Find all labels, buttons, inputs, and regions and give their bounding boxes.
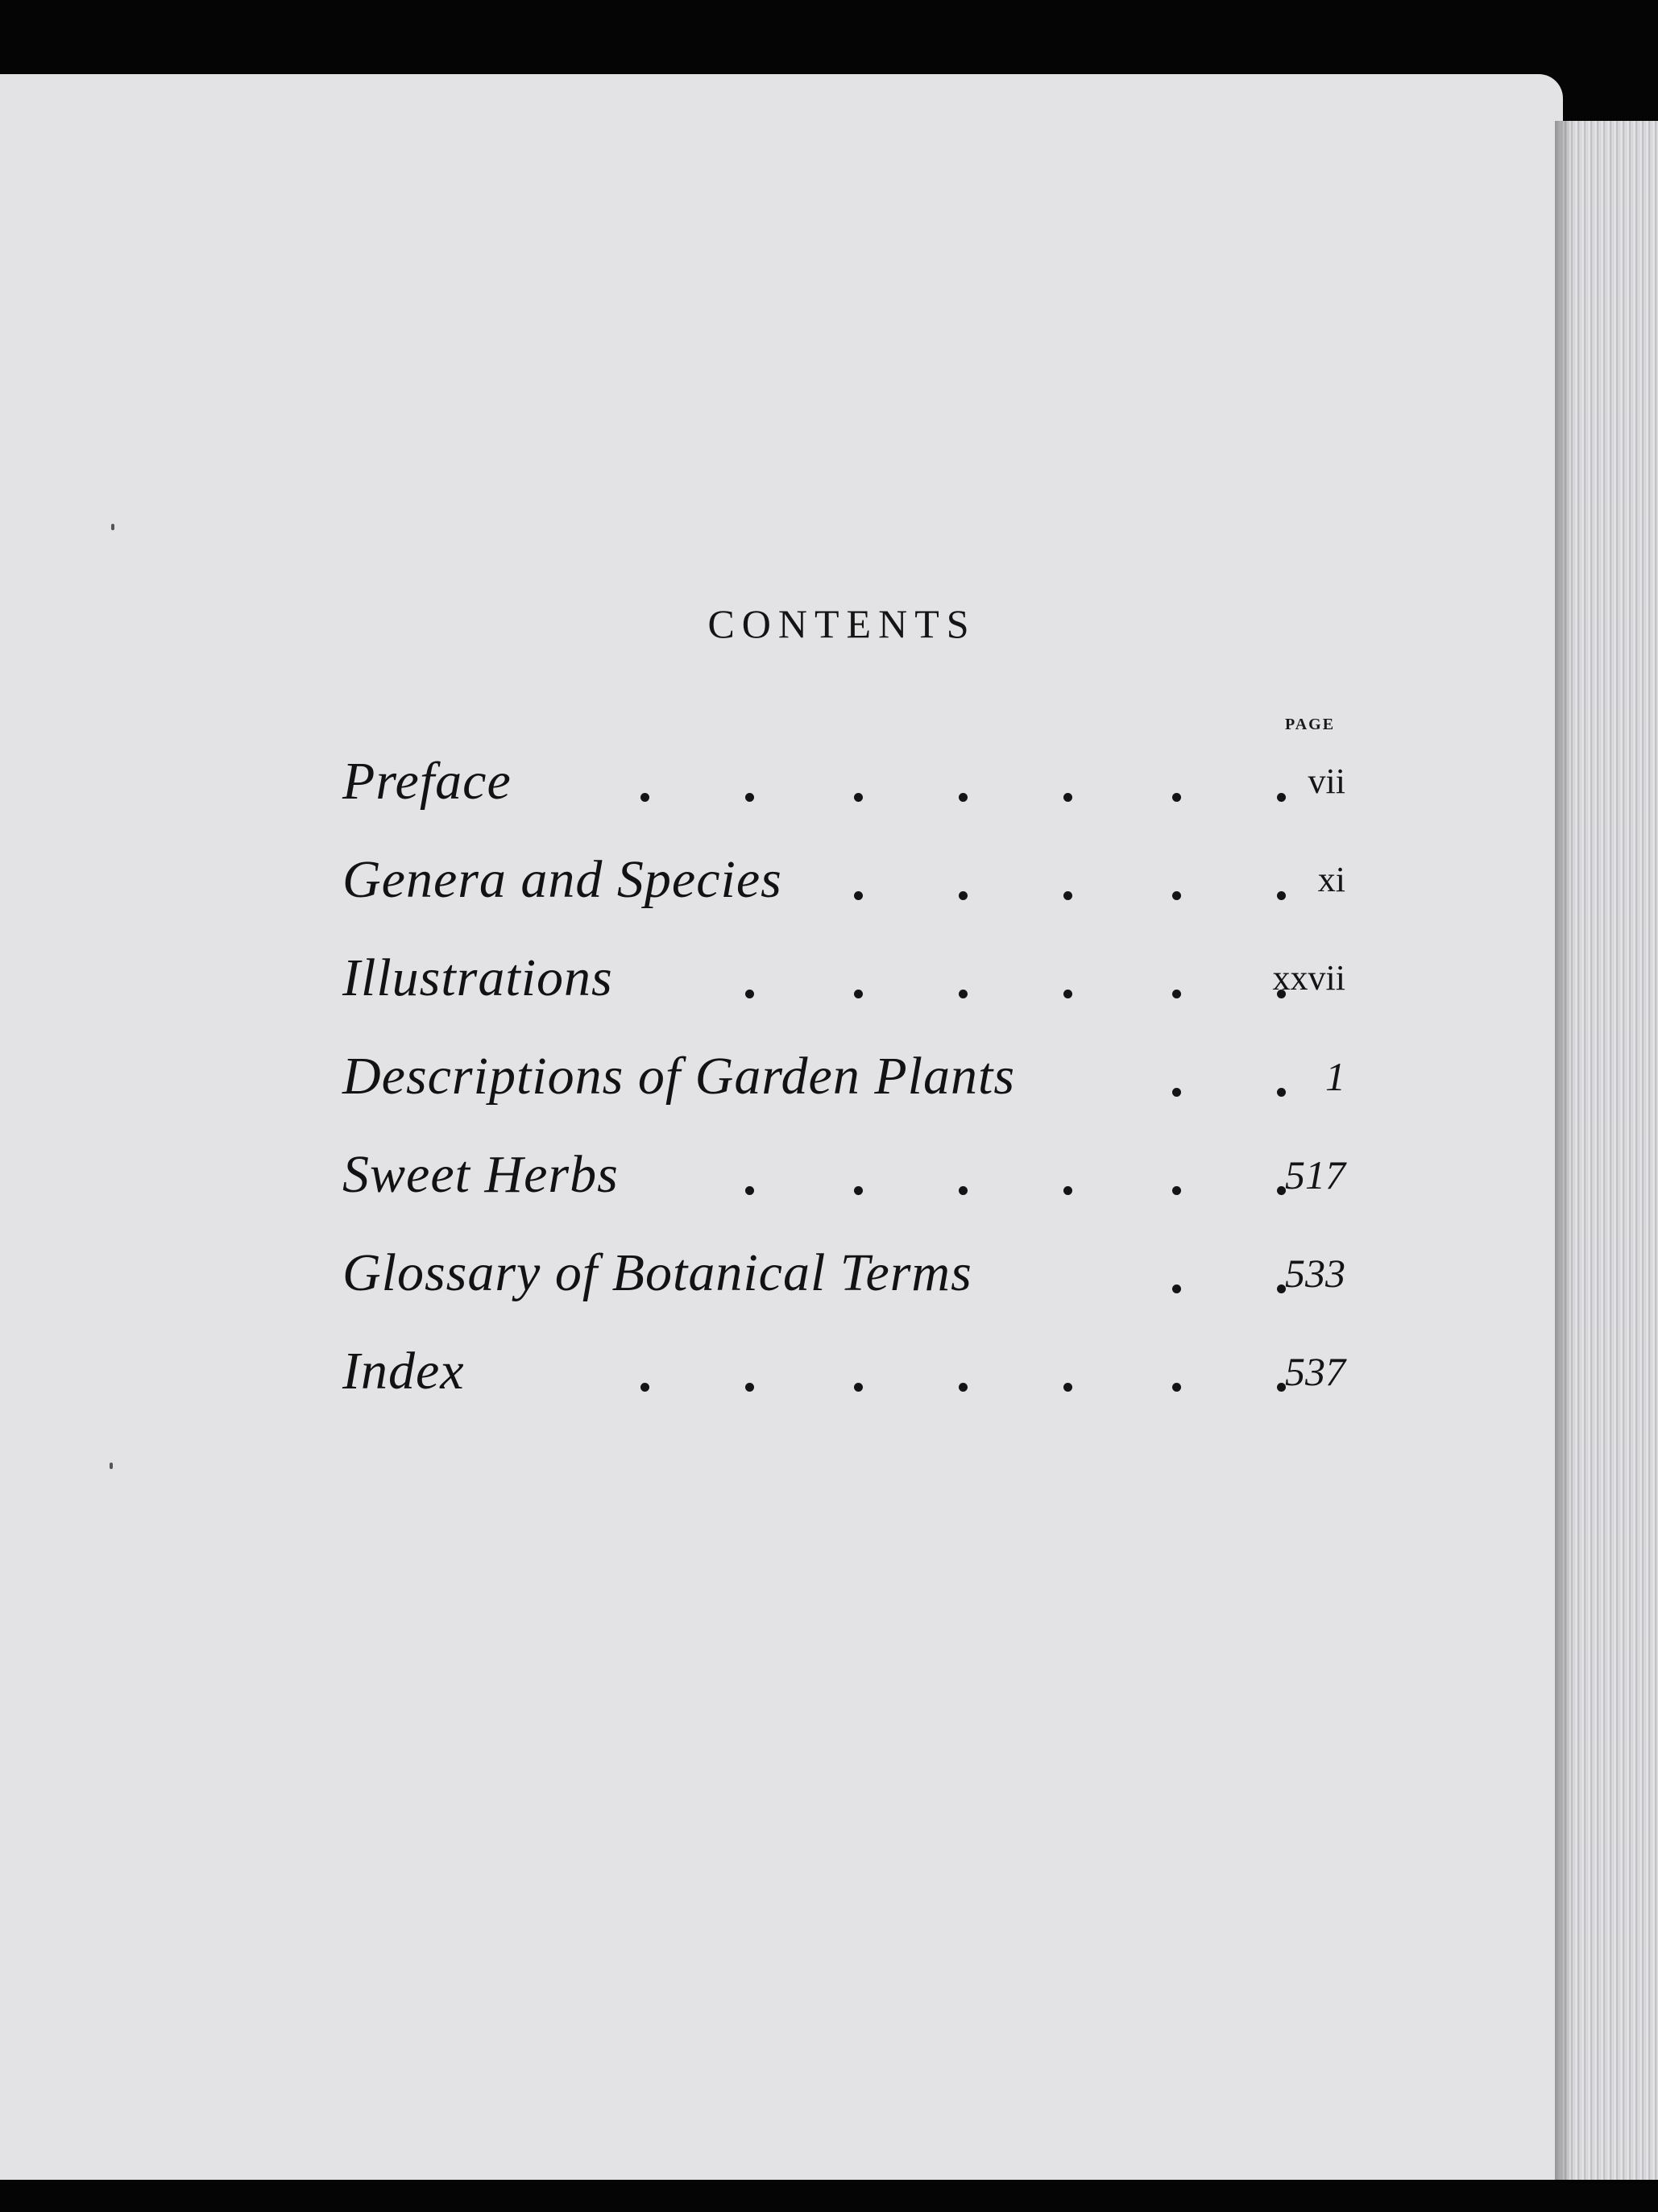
leader-dot [745, 793, 754, 802]
toc-entry-title: Illustrations [342, 948, 613, 1007]
leader-dot [1172, 1186, 1181, 1195]
toc-entry-title: Sweet Herbs [342, 1145, 619, 1204]
leader-dot [854, 891, 863, 900]
leader-dot [1172, 990, 1181, 998]
leader-dot [640, 793, 649, 802]
scan-border [0, 2180, 1658, 2212]
leader-dot [745, 990, 754, 998]
toc-entry [342, 1339, 1345, 1438]
leader-dot [1063, 1383, 1072, 1392]
leader-dot [1063, 793, 1072, 802]
leader-dot [854, 1186, 863, 1195]
toc-entry [342, 1143, 1345, 1241]
toc-entry [342, 848, 1345, 946]
leader-dot [1063, 891, 1072, 900]
leader-dot [959, 990, 968, 998]
toc-entry [342, 1241, 1345, 1339]
leader-dot [1172, 891, 1181, 900]
leader-dot [1172, 793, 1181, 802]
toc-entry-page-number: xxvii [1272, 958, 1345, 998]
toc-entry-title: Genera and Species [342, 850, 782, 909]
toc-entry-title: Descriptions of Garden Plants [342, 1047, 1016, 1106]
toc-entry [342, 1044, 1345, 1143]
leader-dot [640, 1383, 649, 1392]
leader-dot [1063, 1186, 1072, 1195]
leader-dot [959, 793, 968, 802]
leader-dot [854, 990, 863, 998]
leader-dot [959, 1186, 968, 1195]
toc-entry-title: Glossary of Botanical Terms [342, 1243, 972, 1302]
toc-entry-page-number: 533 [1285, 1251, 1345, 1296]
toc-entry [342, 946, 1345, 1044]
leader-dot [745, 1186, 754, 1195]
leader-dot [1277, 793, 1286, 802]
page-stack-edge [1561, 121, 1658, 2184]
toc-entry [342, 749, 1345, 848]
leader-dot [1172, 1088, 1181, 1097]
leader-dot [1277, 1088, 1286, 1097]
toc-entry-title: Index [342, 1342, 465, 1401]
dust-speck [110, 1463, 113, 1469]
toc-entry-page-number: 517 [1285, 1152, 1345, 1197]
table-of-contents [342, 749, 1345, 1438]
toc-entry-page-number: vii [1308, 762, 1345, 801]
leader-dot [854, 793, 863, 802]
leader-dot [1172, 1383, 1181, 1392]
toc-entry-title: Preface [342, 752, 512, 811]
page-edge-shadow [1555, 121, 1573, 2184]
toc-entry-page-number: 537 [1285, 1349, 1345, 1394]
leader-dot [959, 891, 968, 900]
page-column-label: PAGE [1285, 716, 1336, 733]
contents-heading: CONTENTS [707, 601, 976, 646]
leader-dot [1063, 990, 1072, 998]
toc-entry-page-number: xi [1317, 860, 1345, 899]
leader-dot [1172, 1284, 1181, 1293]
leader-dot [745, 1383, 754, 1392]
leader-dot [1277, 891, 1286, 900]
leader-dot [854, 1383, 863, 1392]
dust-speck [111, 524, 114, 530]
toc-entry-page-number: 1 [1325, 1054, 1345, 1099]
leader-dot [959, 1383, 968, 1392]
